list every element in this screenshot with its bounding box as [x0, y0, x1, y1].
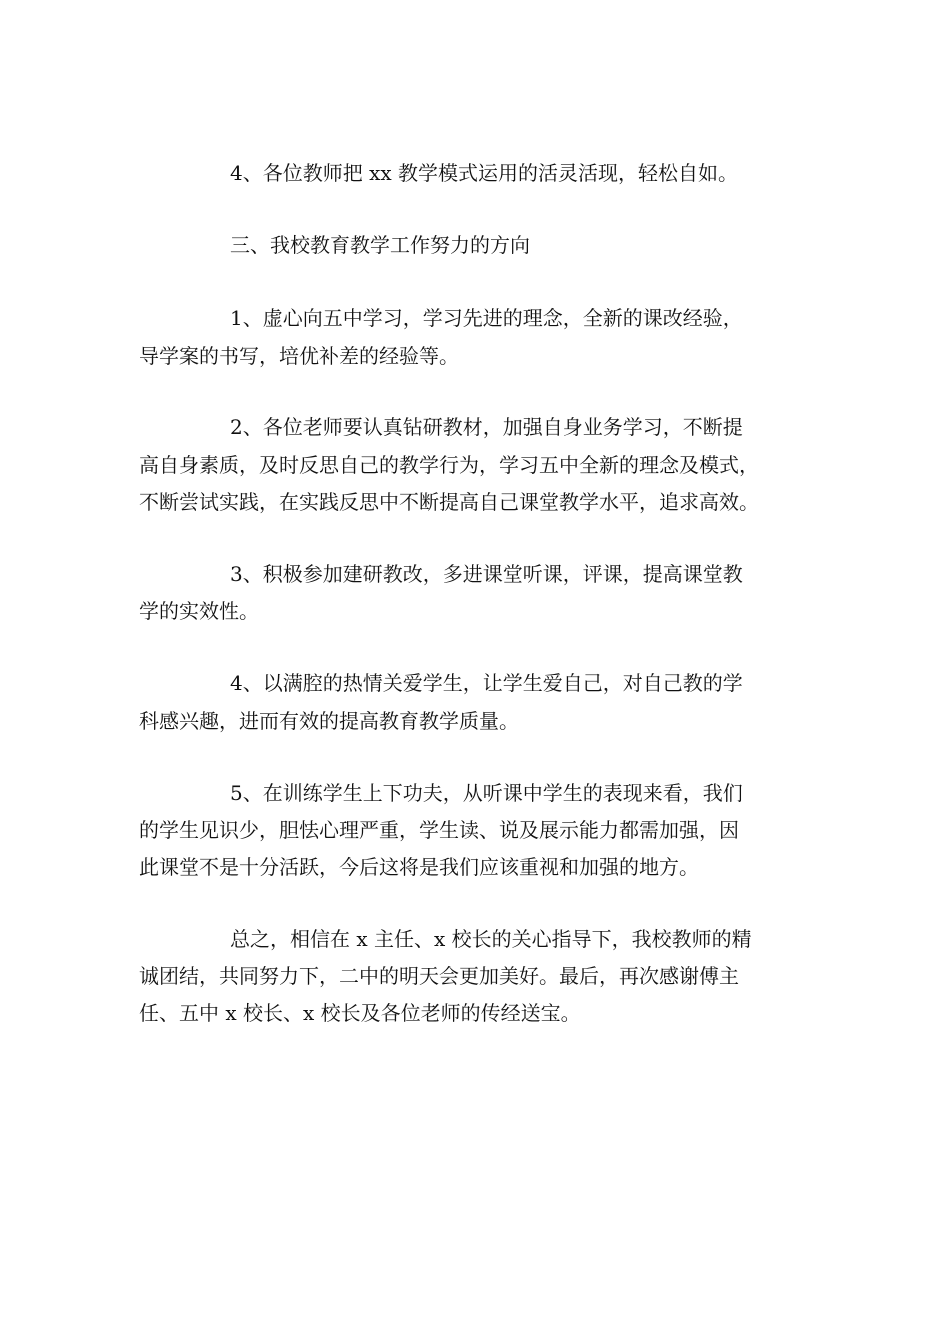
item-1-line-1: 1、虚心向五中学习，学习先进的理念，全新的课改经验， [230, 306, 743, 330]
conclusion-line-2: 诚团结，共同努力下，二中的明天会更加美好。最后，再次感谢傅主 [139, 964, 739, 988]
item-3-line-2: 学的实效性。 [139, 599, 259, 623]
item-2-line-1: 2、各位老师要认真钻研教材，加强自身业务学习，不断提 [230, 415, 743, 439]
conclusion-line-3: 任、五中 x 校长、x 校长及各位老师的传经送宝。 [139, 1001, 581, 1025]
item-2-line-2: 高自身素质，及时反思自己的教学行为，学习五中全新的理念及模式， [139, 453, 759, 477]
section-three-heading: 三、我校教育教学工作努力的方向 [230, 233, 530, 257]
item-4-text-line: 4、各位教师把 xx 教学模式运用的活灵活现，轻松自如。 [230, 161, 738, 185]
conclusion-line-1: 总之，相信在 x 主任、x 校长的关心指导下，我校教师的精 [230, 927, 752, 951]
item-5-line-1: 5、在训练学生上下功夫，从听课中学生的表现来看，我们 [230, 781, 743, 805]
item-5-line-3: 此课堂不是十分活跃，今后这将是我们应该重视和加强的地方。 [139, 855, 699, 879]
item-5-line-2: 的学生见识少，胆怯心理严重，学生读、说及展示能力都需加强，因 [139, 818, 739, 842]
item-4-line-1: 4、以满腔的热情关爱学生，让学生爱自己，对自己教的学 [230, 671, 743, 695]
item-2-line-3: 不断尝试实践，在实践反思中不断提高自己课堂教学水平，追求高效。 [139, 490, 759, 514]
item-4-line-2: 科感兴趣，进而有效的提高教育教学质量。 [139, 709, 519, 733]
item-1-line-2: 导学案的书写，培优补差的经验等。 [139, 344, 459, 368]
item-3-line-1: 3、积极参加建研教改，多进课堂听课，评课，提高课堂教 [230, 562, 743, 586]
